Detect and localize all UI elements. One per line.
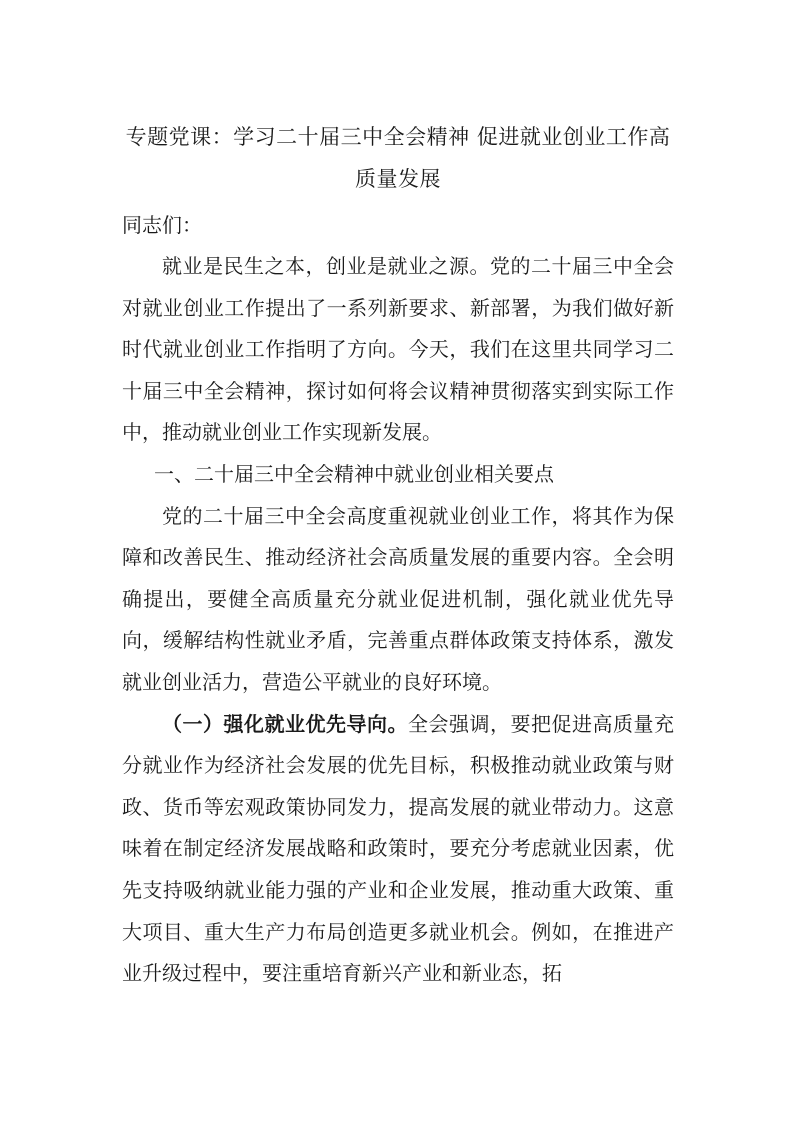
section-1-heading: 一、二十届三中全会精神中就业创业相关要点 bbox=[154, 461, 554, 486]
subsection-1-paragraph bbox=[122, 704, 674, 995]
salutation: 同志们： bbox=[122, 213, 202, 237]
document-body bbox=[122, 116, 674, 995]
subsection-1-lead: （一）强化就业优先导向。 bbox=[162, 711, 408, 736]
subsection-1-text: 全会强调，要把促进高质量充分就业作为经济社会发展的优先目标，积极推动就业政策与财政、货币等宏观政策协同发力，提高发展的就业带动力。这意味着在制定经济发展战略和政策时，要充分考虑就业因素，优先支持吸纳就业能力强的产业和企业发展，推动重大政策、重大项目、重大生产力布局创造更多就业机会。例如，在推进产业升级过程中，要注重培育新兴产业和新业态，拓 bbox=[122, 711, 674, 986]
document-title: 专题党课：学习二十届三中全会精神 促进就业创业工作高质量发展 bbox=[125, 125, 671, 191]
intro-paragraph: 就业是民生之本，创业是就业之源。党的二十届三中全会对就业创业工作提出了一系列新要求、新部署，为我们做好新时代就业创业工作指明了方向。今天，我们在这里共同学习二十届三中全会精神，探讨如何将会议精神贯彻落实到实际工作中，推动就业创业工作实现新发展。 bbox=[122, 254, 674, 445]
section-1-paragraph: 党的二十届三中全会高度重视就业创业工作，将其作为保障和改善民生、推动经济社会高质量发展的重要内容。全会明确提出，要健全高质量充分就业促进机制，强化就业优先导向，缓解结构性就业矛盾，完善重点群体政策支持体系，激发就业创业活力，营造公平就业的良好环境。 bbox=[122, 503, 674, 694]
